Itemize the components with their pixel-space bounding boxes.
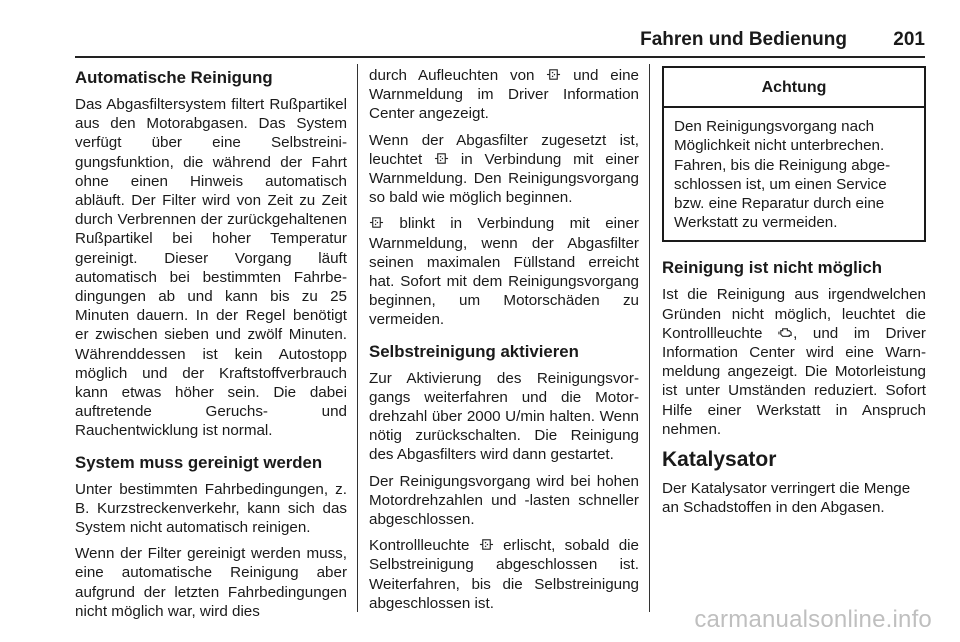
exhaust-filter-icon <box>369 215 384 230</box>
paragraph: Der Katalysator verringert die Menge an Schadstoffen in den Abgasen. <box>662 480 911 517</box>
section-heading: Automatische Reinigung <box>75 68 273 87</box>
column-divider <box>649 64 650 612</box>
warning-box <box>662 66 926 242</box>
section-heading: Reinigung ist nicht möglich <box>662 258 883 278</box>
exhaust-filter-icon <box>546 67 561 82</box>
column-middle <box>369 66 639 620</box>
page-number: 201 <box>893 29 925 50</box>
page-header <box>75 26 925 58</box>
paragraph: Kontrollleuchte erlischt, sobald die Selbstreinigung abgeschlossen ist. Weiterfahren, bis die Selbstreinigung abgeschlossen ist. <box>369 537 639 612</box>
paragraph: Wenn der Filter gereinigt werden muss, eine automatische Reinigung aber aufgrund der letzten Fahrbedingungen nicht möglich war, wird dies <box>75 545 347 620</box>
section-heading: System muss gereinigt werden <box>75 452 323 472</box>
paragraph: Unter bestimmten Fahrbedingungen, z. B. Kurzstreckenverkehr, kann sich das System nicht automatisch reinigen. <box>75 480 347 537</box>
warning-title: Achtung <box>664 68 924 108</box>
exhaust-filter-icon <box>479 537 494 552</box>
column-right <box>662 64 926 524</box>
paragraph: Der Reinigungsvorgang wird bei hohen Motordrehzahlen und -lasten schneller abgeschlossen. <box>369 472 639 529</box>
page-title: Fahren und Bedienung <box>640 29 847 50</box>
column-left <box>75 64 347 628</box>
paragraph: Wenn der Abgasfilter zugesetzt ist, leuchtet in Verbindung mit einer Warnmeldung. Den Reinigungsvorgang so bald wie möglich beginnen. <box>369 131 639 207</box>
paragraph: Zur Aktivierung des Reinigungsvorgangs weiterfahren und die Motordrehzahl über 2000 U/min halten. Wenn nötig zurückschalten. Die Reinigung des Abgasfilters wird dann gestartet. <box>369 369 639 464</box>
warning-body <box>664 108 924 240</box>
paragraph: durch Aufleuchten von und eine Warnmeldung im Driver Information Center angezeigt. <box>369 67 639 123</box>
watermark: carmanualsonline.info <box>694 606 932 633</box>
section-heading-major: Katalysator <box>662 448 777 472</box>
paragraph: Ist die Reinigung aus irgendwelchen Gründen nicht möglich, leuchtet die Kontrollleuchte , und im Driver Information Center wird eine Warnmeldung angezeigt. Die Motorleistung ist unter Umständen reduziert. Sofort Hilfe einer Werkstatt in Anspruch nehmen. <box>662 286 926 438</box>
engine-service-icon <box>778 325 793 340</box>
column-divider <box>357 64 358 612</box>
exhaust-filter-icon <box>434 151 449 166</box>
paragraph: Den Reinigungsvorgang nach Möglichkeit nicht unterbrechen. Fahren, bis die Reinigung abgeschlossen ist, um einen Service bzw. eine Reparatur durch eine Werkstatt zu vermeiden. <box>674 118 891 232</box>
section-heading: Selbstreinigung aktivieren <box>369 341 579 361</box>
paragraph: blinkt in Verbindung mit einer Warnmeldung, wenn der Abgasfilter seinen maximalen Füllstand erreicht hat. Sofort mit dem Reinigungsvorgang beginnen, um Motorschäden zu vermeiden. <box>369 215 639 329</box>
paragraph: Das Abgasfiltersystem filtert Rußpartikel aus den Motorabgasen. Das System verfügt über eine Selbstreinigungsfunktion, die während der Fahrt ohne einen Hinweis automatisch abläuft. Der Filter wird von Zeit zu Zeit durch Verbrennen der zurückgehaltenen Rußpartikel bei hoher Temperatur gereinigt. Dieser Vorgang läuft automatisch bei bestimmten Fahrbedingungen ab und kann bis zu 25 Minuten dauern. In der Regel benötigt er zwischen sieben und zwölf Minuten. Währenddessen ist kein Autostopp möglich und der Kraftstoffverbrauch kann etwas höher sein. Die dabei auftretende Geruchs- und Rauchentwicklung ist normal. <box>75 96 347 440</box>
